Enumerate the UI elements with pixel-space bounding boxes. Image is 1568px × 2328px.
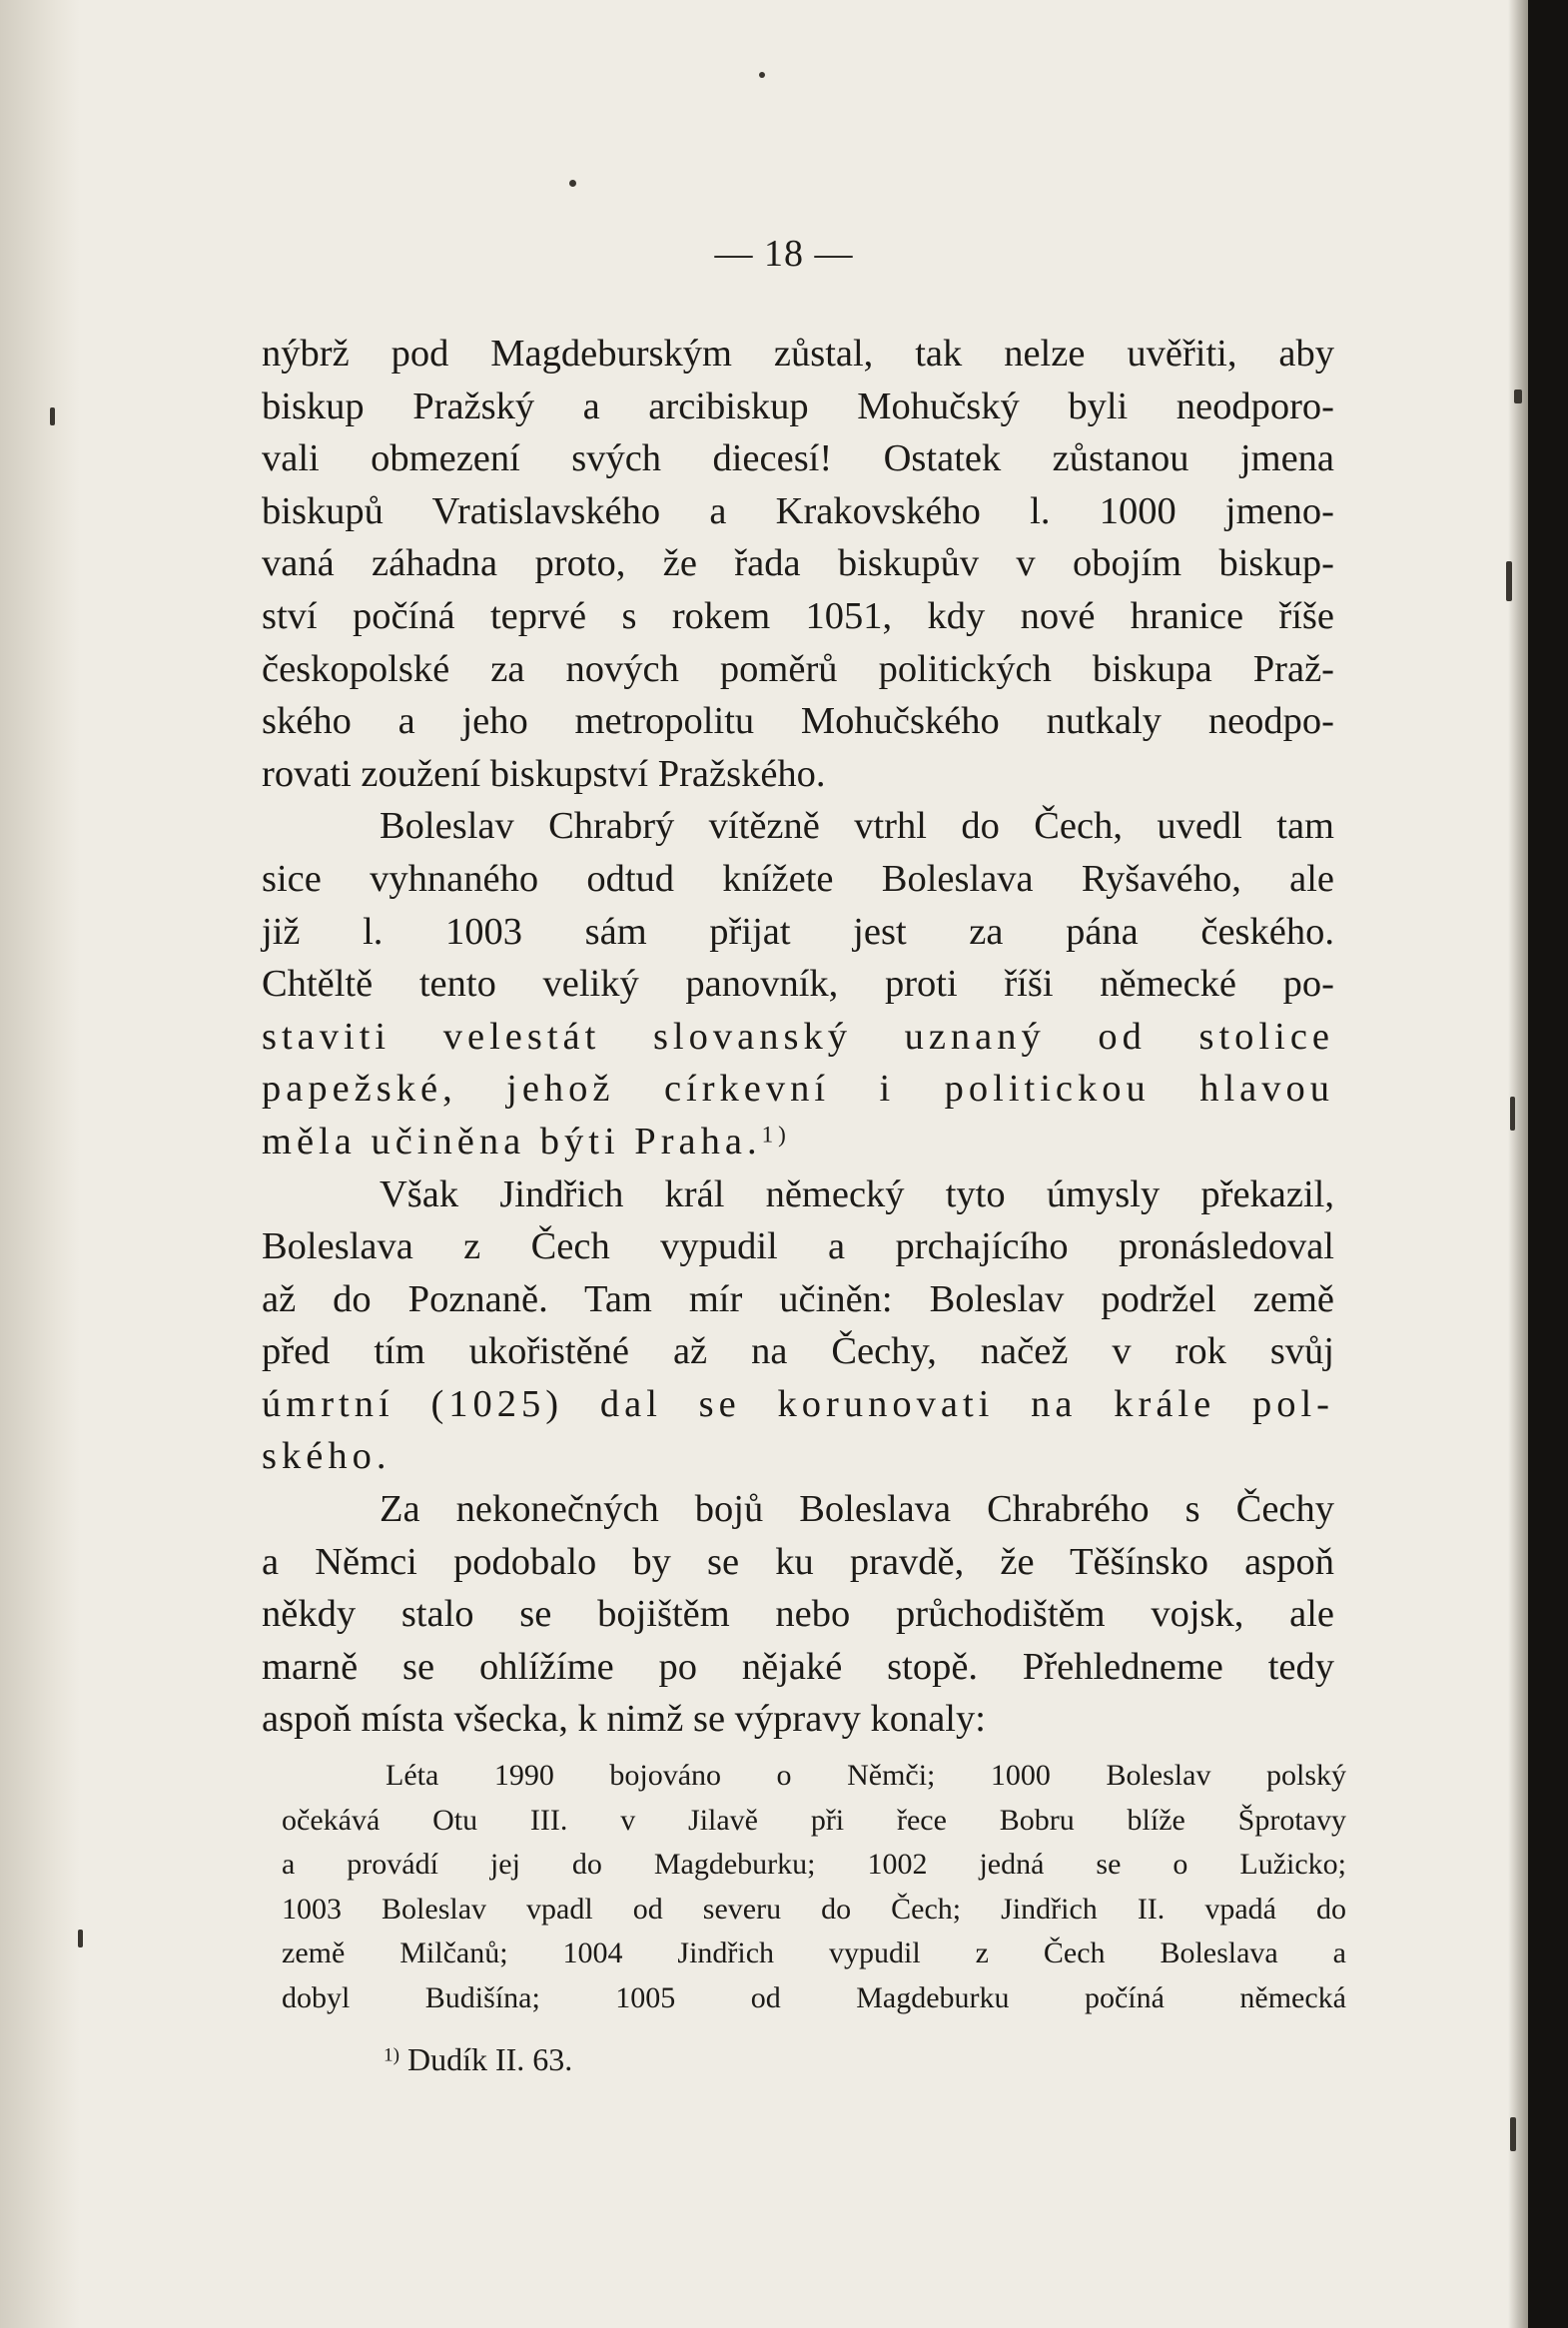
text-line: papežské, jehož církevní i politickou hlavou: [262, 1068, 1334, 1111]
page-number: — 18 —: [714, 233, 854, 275]
text-line: vaná záhadna proto, že řada biskupův v obojím biskup-: [262, 542, 1334, 585]
text-line: až do Poznaně. Tam mír učiněn: Boleslav podržel země: [262, 1277, 1334, 1320]
main-text: [262, 328, 1334, 1746]
small-print-text: [282, 1754, 1346, 2020]
text-line: Chtěltě tento veliký panovník, proti říši německé po-: [262, 963, 1334, 1006]
text-line: ského a jeho metropolitu Mohučského nutkaly neodpo-: [262, 700, 1334, 743]
footnote-reference: 1): [761, 1121, 791, 1148]
ink-speck: [1506, 561, 1512, 601]
page-gutter-shadow: [1508, 0, 1528, 2328]
text-line: ství počíná teprvé s rokem 1051, kdy nové hranice říše: [262, 594, 1334, 637]
ink-speck: [759, 72, 765, 78]
ink-speck: [1510, 2117, 1516, 2151]
text-line: biskupů Vratislavského a Krakovského l. 1000 jmeno-: [262, 489, 1334, 532]
small-text-line: očekává Otu III. v Jilavě při řece Bobru blíže Šprotavy: [282, 1803, 1346, 1837]
text-line: [262, 1116, 1334, 1168]
small-text-line: Léta 1990 bojováno o Němči; 1000 Boleslav polský: [386, 1759, 1346, 1792]
text-line: rovati zoužení biskupství Pražského.: [262, 752, 826, 795]
text-line: biskup Pražský a arcibiskup Mohučský byli neodporo-: [262, 385, 1334, 427]
text-line: již l. 1003 sám přijat jest za pána českého.: [262, 910, 1334, 953]
text-line: ského.: [262, 1435, 392, 1478]
paragraph-start-line: Boleslav Chrabrý vítězně vtrhl do Čech, uvedl tam: [380, 805, 1334, 848]
text-line: aspoň místa všecka, k nimž se výpravy konaly:: [262, 1698, 986, 1741]
text-line: Boleslava z Čech vypudil a prchajícího pronásledoval: [262, 1225, 1334, 1268]
text-line: sice vyhnaného odtud knížete Boleslava Ryšavého, ale: [262, 857, 1334, 900]
paragraph-start-line: Za nekonečných bojů Boleslava Chrabrého s Čechy: [380, 1488, 1334, 1531]
small-text-line: 1003 Boleslav vpadl od severu do Čech; Jindřich II. vpadá do: [282, 1892, 1346, 1926]
text-line: a Němci podobalo by se ku pravdě, že Těšínsko aspoň: [262, 1540, 1334, 1583]
ink-speck: [1514, 389, 1522, 403]
text-line: staviti velestát slovanský uznaný od stolice: [262, 1015, 1334, 1058]
small-text-line: a provádí jej do Magdeburku; 1002 jedná se o Lužicko;: [282, 1848, 1346, 1881]
footnote-marker: 1): [384, 2044, 399, 2066]
text-line-content: měla učiněna býti Praha.: [262, 1120, 762, 1163]
paragraph-start-line: Však Jindřich král německý tyto úmysly překazil,: [380, 1172, 1334, 1215]
text-line: někdy stalo se bojištěm nebo průchodištěm vojsk, ale: [262, 1593, 1334, 1636]
text-line: úmrtní (1025) dal se korunovati na krále pol-: [262, 1382, 1334, 1425]
small-text-line: země Milčanů; 1004 Jindřich vypudil z Čech Boleslava a: [282, 1937, 1346, 1969]
footnote: [384, 2041, 572, 2078]
text-line: před tím ukořistěné až na Čechy, načež v rok svůj: [262, 1330, 1334, 1373]
scan-dark-border: [1528, 0, 1568, 2328]
ink-speck: [78, 1930, 83, 1947]
text-line: vali obmezení svých diecesí! Ostatek zůstanou jmena: [262, 437, 1334, 480]
text-line: českopolské za nových poměrů politických biskupa Praž-: [262, 647, 1334, 690]
footnote-text: Dudík II. 63.: [406, 2041, 573, 2077]
ink-speck: [1510, 1097, 1515, 1131]
ink-speck: [569, 180, 576, 187]
small-text-line: dobyl Budišína; 1005 od Magdeburku počíná německá: [282, 1980, 1346, 2014]
text-line: nýbrž pod Magdeburským zůstal, tak nelze uvěřiti, aby: [262, 333, 1334, 375]
ink-speck: [50, 407, 55, 425]
text-line: marně se ohlížíme po nějaké stopě. Přehledneme tedy: [262, 1645, 1334, 1688]
page-left-shadow: [0, 0, 80, 2328]
